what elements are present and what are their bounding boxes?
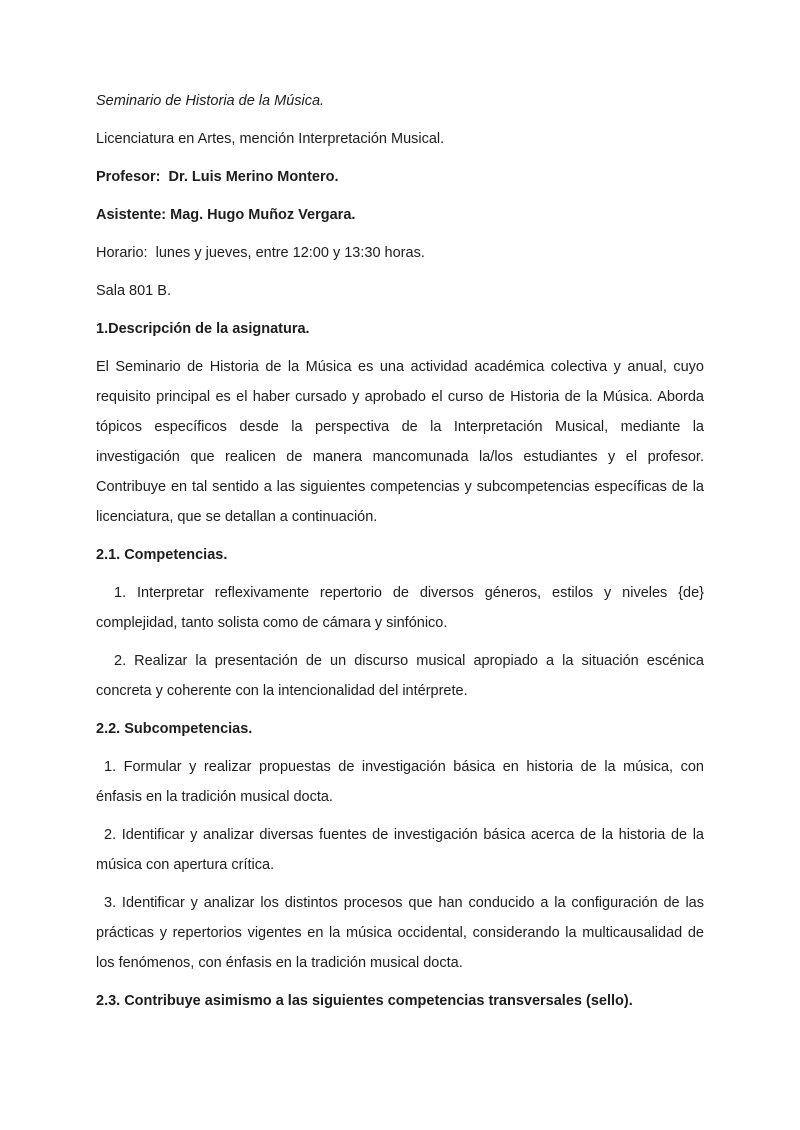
section-1-paragraph: El Seminario de Historia de la Música es una actividad académica colectiva y anual, cuyo requisito principal es el haber cursado y aprobado el curso de Historia de la Música. Aborda tópicos específicos desde la perspectiva de la Interpretación Musical, mediante la investigación que realicen de manera mancomunada la/los estudiantes y el profesor. Contribuye en tal sentido a las siguientes competencias y subcompetencias específicas de la licenciatura, que se detallan a continuación. [96,359,704,525]
competency-item-1: 1. Interpretar reflexivamente repertorio de diversos géneros, estilos y niveles {de} complejidad, tanto solista como de cámara y sinfónico. [96,585,704,631]
assistant-line: Asistente: Mag. Hugo Muñoz Vergara. [96,207,356,223]
section-2-3-heading: 2.3. Contribuye asimismo a las siguientes competencias transversales (sello). [96,993,633,1009]
section-2-1-heading: 2.1. Competencias. [96,547,228,563]
subcompetency-item-1: 1. Formular y realizar propuestas de investigación básica en historia de la música, con énfasis en la tradición musical docta. [96,759,704,805]
subcompetency-item-2: 2. Identificar y analizar diversas fuentes de investigación básica acerca de la historia de la música con apertura crítica. [96,827,704,873]
section-1-heading: 1.Descripción de la asignatura. [96,321,310,337]
room-line: Sala 801 B. [96,283,171,299]
schedule-line: Horario: lunes y jueves, entre 12:00 y 13:30 horas. [96,245,425,261]
degree-line: Licenciatura en Artes, mención Interpretación Musical. [96,131,445,147]
section-2-2-heading: 2.2. Subcompetencias. [96,721,253,737]
course-title: Seminario de Historia de la Música. [96,93,325,109]
subcompetency-item-3: 3. Identificar y analizar los distintos procesos que han conducido a la configuración de las prácticas y repertorios vigentes en la música occidental, considerando la multicausalidad de los fenómenos, con énfasis en la tradición musical docta. [96,895,704,971]
competency-item-2: 2. Realizar la presentación de un discurso musical apropiado a la situación escénica concreta y coherente con la intencionalidad del intérprete. [96,653,704,699]
professor-line: Profesor: Dr. Luis Merino Montero. [96,169,339,185]
